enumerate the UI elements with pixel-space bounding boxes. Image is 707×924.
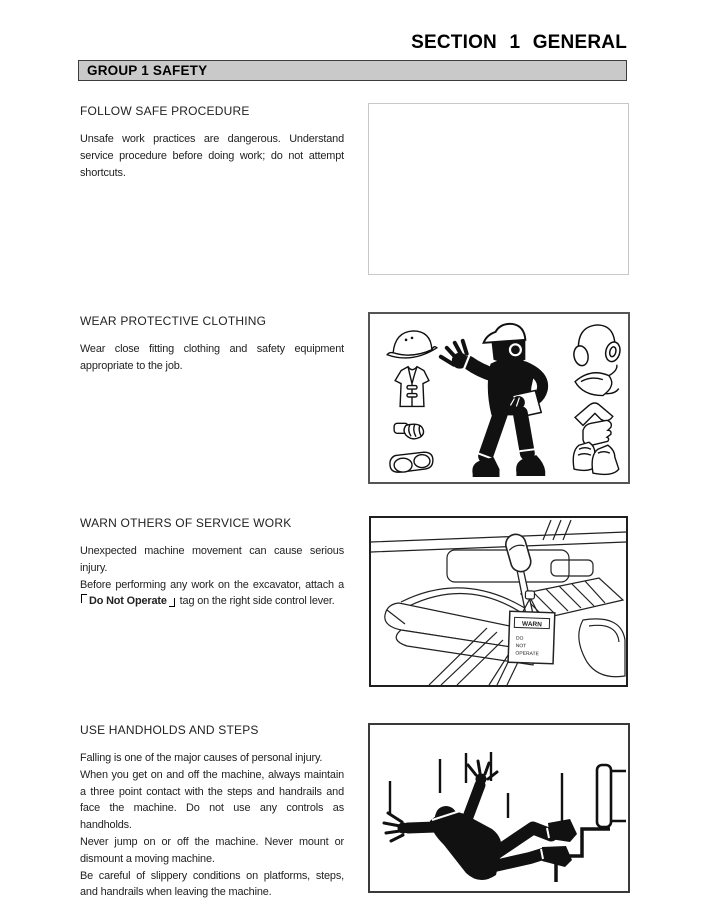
section-follow-safe-procedure (80, 104, 344, 181)
section-use-handholds (80, 723, 344, 901)
corner-bracket-close (169, 598, 175, 607)
ear-plugs-icon (394, 423, 423, 439)
do-not-operate-bold: Do Not Operate (89, 595, 167, 608)
section-paragraph: Unsafe work practices are dangerous. Understand service procedure before doing work; do not attempt shortcuts. (80, 133, 344, 179)
section-paragraph: Unexpected machine movement can cause serious injury. (80, 545, 344, 574)
paragraph-text: tag on the right side control lever. (176, 595, 335, 608)
goggles-icon (390, 452, 433, 472)
handrail (597, 765, 626, 827)
page-title: SECTION 1 GENERAL (411, 32, 627, 53)
hard-hat-icon (387, 331, 437, 358)
figure-blank-box (368, 103, 629, 275)
gloves-icon (575, 403, 613, 445)
ear-muffs-icon (572, 325, 622, 367)
section-paragraph: When you get on and off the machine, always maintain a three point contact with the steps and handrails and face the machine. Do not use any controls as handholds. (80, 768, 344, 832)
tag-header-text: WARN (521, 620, 542, 629)
dust-mask-icon (575, 365, 619, 396)
section-paragraph (80, 577, 344, 611)
section-warn-others (80, 516, 344, 610)
control-lever-knob (503, 532, 533, 574)
figure-do-not-operate-tag (369, 516, 628, 687)
section-heading: WARN OTHERS OF SERVICE WORK (80, 516, 292, 530)
worker-figure (441, 324, 545, 477)
figure-falling-person (368, 723, 630, 893)
tag-line: DO (515, 635, 524, 642)
falling-person-figure (384, 761, 577, 880)
section-paragraph: Falling is one of the major causes of personal injury. (80, 752, 323, 764)
section-heading: USE HANDHOLDS AND STEPS (80, 723, 259, 737)
section-wear-protective-clothing (80, 314, 344, 375)
section-heading: FOLLOW SAFE PROCEDURE (80, 104, 250, 118)
tag-line: OPERATE (515, 650, 540, 658)
control-lever-illustration (371, 518, 626, 685)
paragraph-text: Before performing any work on the excavator, attach a (80, 578, 344, 591)
figure-protective-clothing (368, 312, 630, 484)
corner-bracket-open (81, 594, 87, 603)
group-title-bar (78, 60, 627, 81)
protective-clothing-illustration (370, 314, 628, 482)
group-title: GROUP 1 SAFETY (87, 63, 208, 78)
section-paragraph: Wear close fitting clothing and safety equipment appropriate to the job. (80, 343, 344, 372)
section-heading: WEAR PROTECTIVE CLOTHING (80, 314, 267, 328)
warn-tag (508, 590, 555, 664)
section-paragraph: Never jump on or off the machine. Never mount or dismount a moving machine. (80, 835, 344, 865)
falling-person-illustration (370, 725, 628, 891)
tag-line: NOT (515, 642, 527, 650)
safety-boots-icon (573, 442, 619, 474)
section-paragraph: Be careful of slippery conditions on platforms, steps, and handrails when leaving the machine. (80, 869, 344, 899)
safety-vest-icon (395, 367, 429, 407)
